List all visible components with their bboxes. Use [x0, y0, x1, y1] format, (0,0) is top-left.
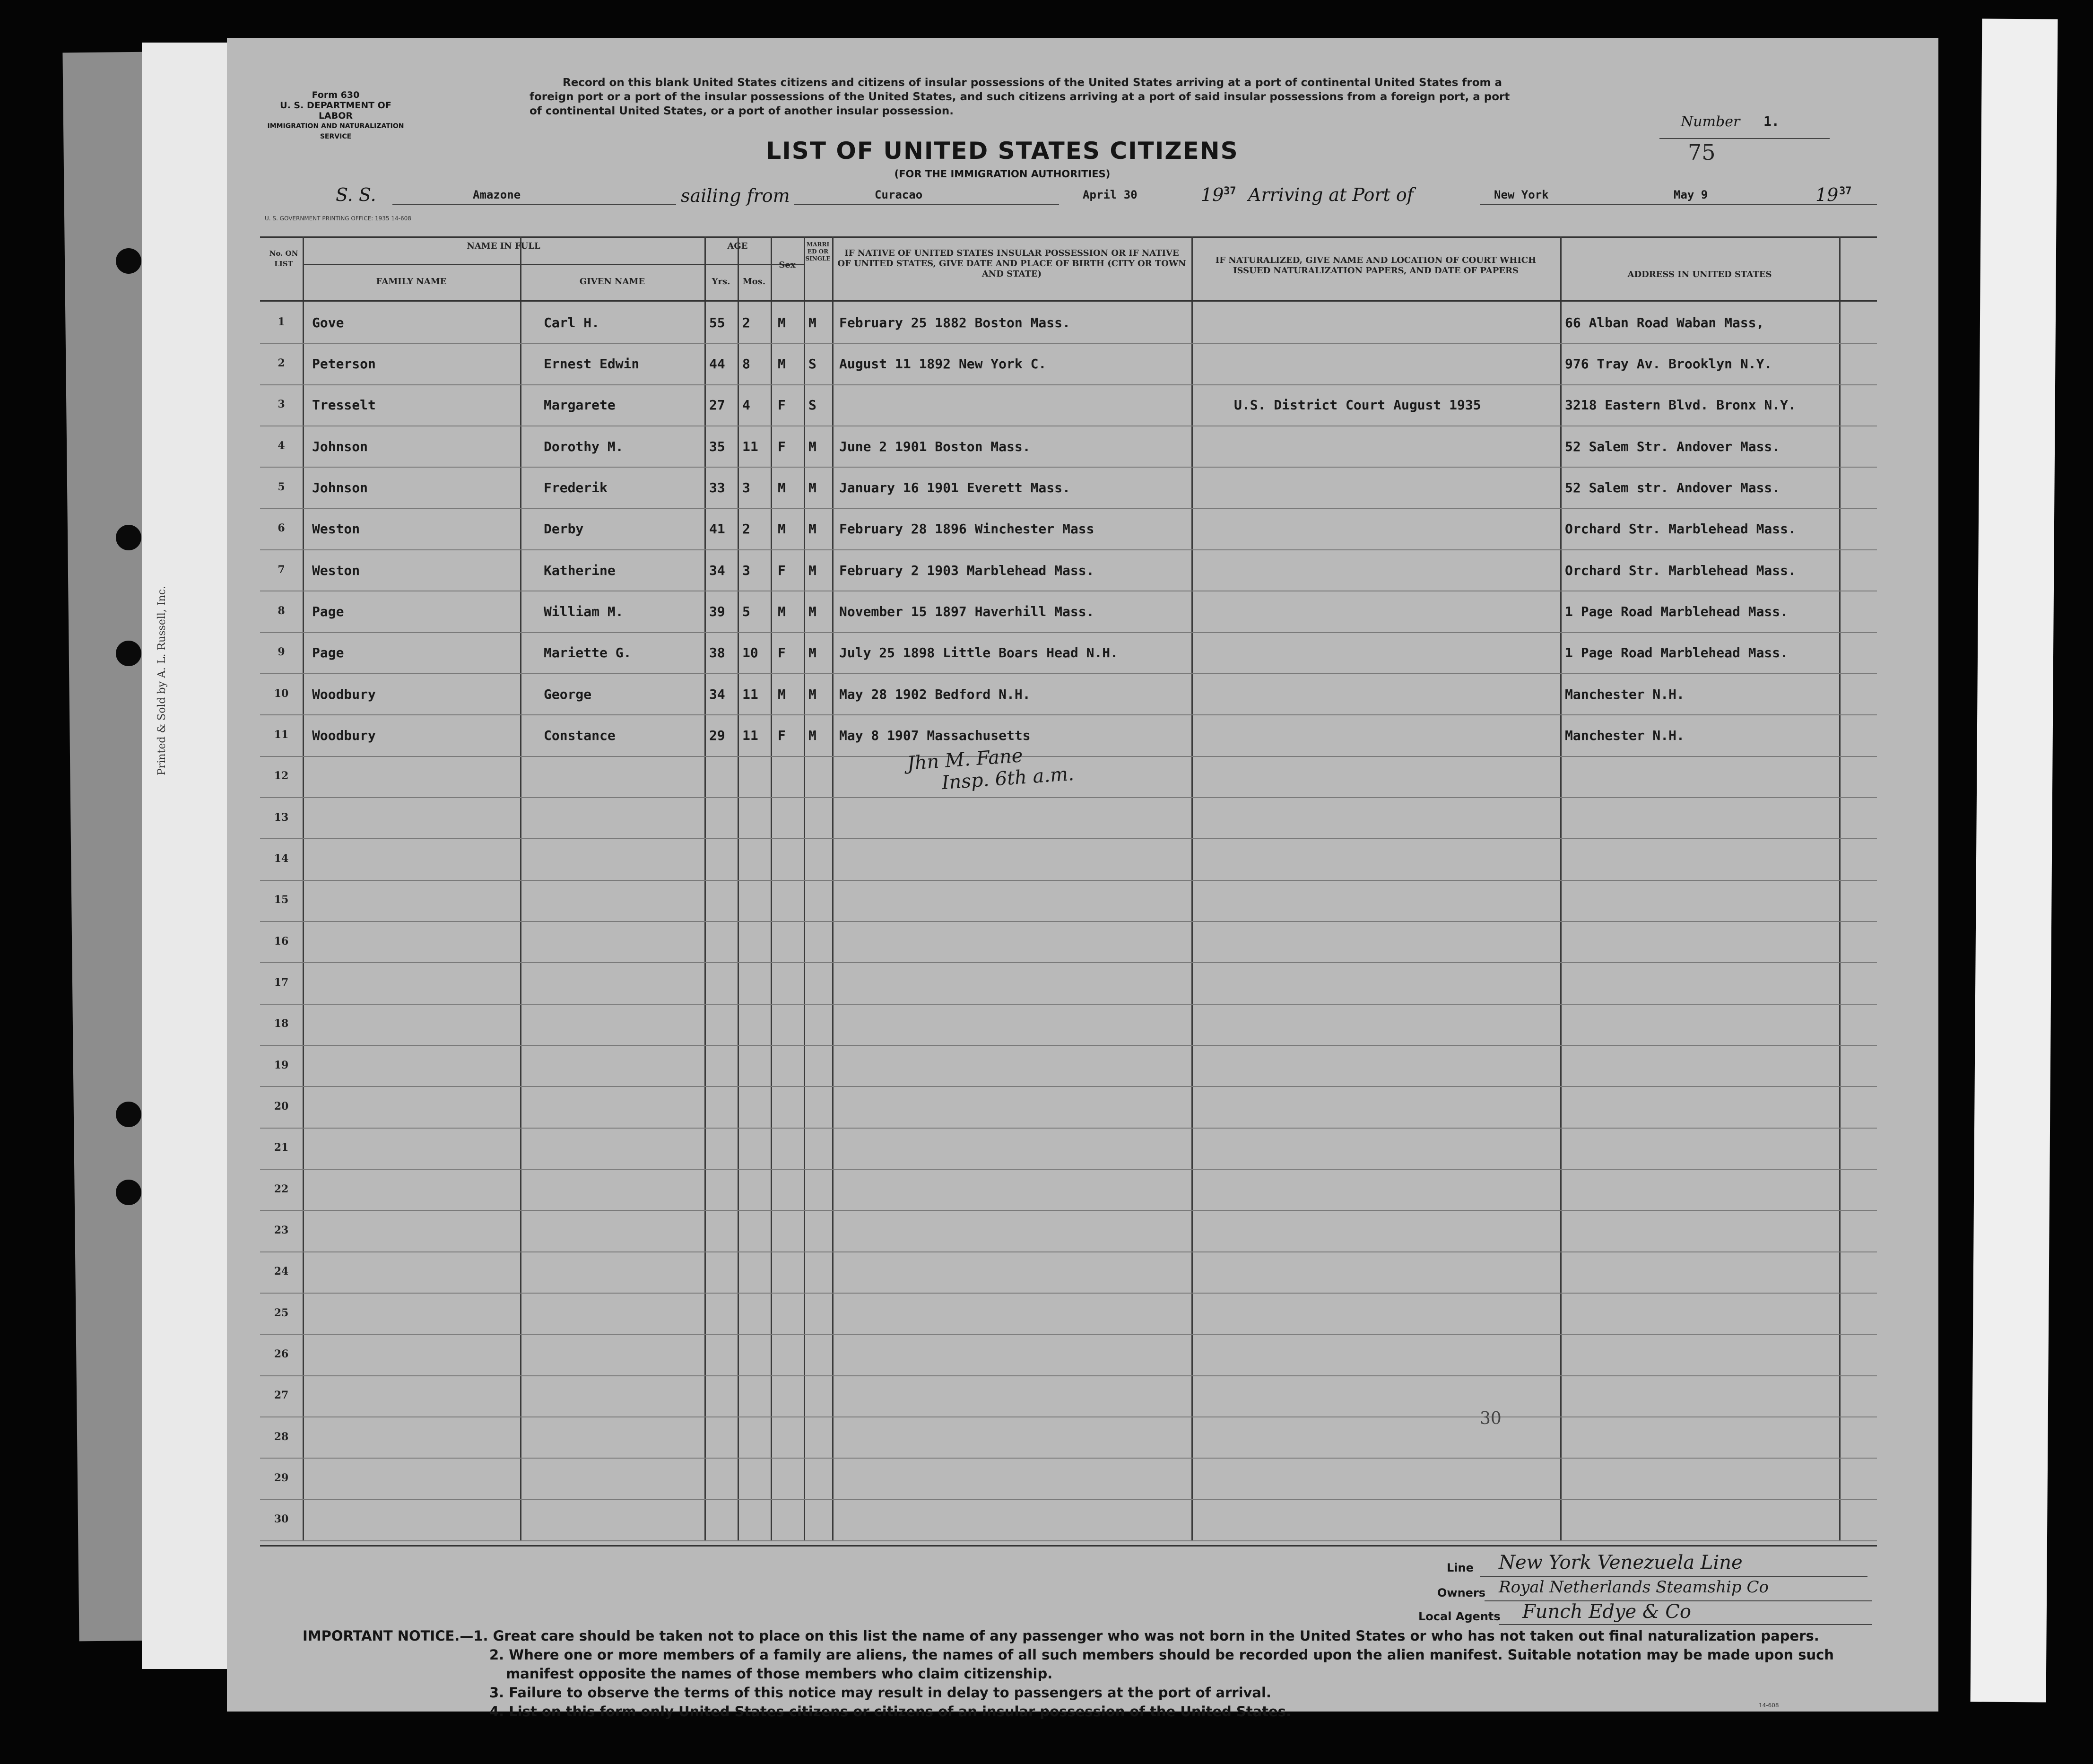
row-number: 11	[274, 729, 289, 741]
row-number: 6	[278, 522, 285, 535]
row-address: Manchester N.H.	[1565, 686, 1685, 702]
row-ms: M	[808, 645, 816, 661]
row-number: 12	[274, 770, 289, 782]
row-rule	[260, 962, 1877, 963]
instruction-line: of continental United States, or a port of another insular possession.	[530, 105, 954, 117]
row-address: 1 Page Road Marblehead Mass.	[1565, 645, 1789, 661]
sailing-label: sailing from	[681, 185, 790, 206]
notice-item-3: 3. Failure to observe the terms of this notice may result in delay to passengers at the port of arrival.	[489, 1685, 1271, 1701]
row-birth: May 8 1907 Massachusetts	[839, 728, 1031, 743]
row-ms: S	[808, 397, 816, 413]
row-mos: 4	[742, 397, 750, 413]
row-yrs: 44	[709, 356, 725, 372]
row-address: 66 Alban Road Waban Mass,	[1565, 314, 1764, 330]
row-number: 9	[278, 646, 285, 659]
row-birth: August 11 1892 New York C.	[839, 356, 1047, 372]
row-mos: 3	[742, 480, 750, 495]
row-number: 18	[274, 1017, 289, 1030]
binder-hole	[116, 525, 141, 550]
row-yrs: 33	[709, 480, 725, 495]
row-number: 1	[278, 315, 285, 328]
col-given-name: GIVEN NAME	[579, 277, 645, 287]
notice-item-4: 4. List on this form only United States citizens or citizens of an insular possession of the United States.	[489, 1703, 1291, 1720]
printer-credit: Printed & Sold by A. L. Russell, Inc.	[156, 585, 168, 775]
row-rule	[260, 714, 1877, 715]
row-given: Dorothy M.	[544, 438, 624, 454]
col-mos: Mos.	[742, 277, 766, 287]
binder-hole	[116, 1180, 141, 1205]
col-address: ADDRESS IN UNITED STATES	[1627, 269, 1772, 279]
row-number: 7	[278, 563, 285, 576]
number-underline	[1659, 138, 1830, 139]
col-yrs: Yrs.	[712, 277, 730, 287]
binder-hole	[116, 1102, 141, 1127]
agents-value: Funch Edye & Co	[1522, 1601, 1691, 1623]
col-name-in-full: NAME IN FULL	[467, 241, 540, 251]
row-address: 3218 Eastern Blvd. Bronx N.Y.	[1565, 397, 1796, 413]
row-rule	[260, 1210, 1877, 1211]
row-sex: M	[778, 480, 786, 495]
row-yrs: 41	[709, 521, 725, 537]
row-sex: M	[778, 686, 786, 702]
row-rule	[260, 1086, 1877, 1087]
row-rule	[260, 1045, 1877, 1046]
binder-hole	[116, 248, 141, 274]
row-rule	[260, 880, 1877, 881]
row-number: 3	[278, 398, 285, 411]
notice-item-2-cont: manifest opposite the names of those members who claim citizenship.	[506, 1666, 1053, 1682]
row-rule	[260, 673, 1877, 674]
row-number: 2	[278, 357, 285, 369]
row-ms: M	[808, 521, 816, 537]
instruction-line: foreign port or a port of the insular possessions of the United States, and such citizens arriving at a port of said insular possessions from a foreign port, a port	[530, 91, 1510, 103]
row-number: 23	[274, 1224, 289, 1236]
row-number: 14	[274, 852, 289, 865]
header-subdivider	[303, 264, 804, 265]
row-number: 26	[274, 1348, 289, 1360]
row-rule	[260, 1375, 1877, 1376]
row-rule	[260, 632, 1877, 633]
agents-label: Local Agents	[1418, 1610, 1501, 1623]
row-rule	[260, 1499, 1877, 1500]
row-family: Woodbury	[312, 686, 376, 702]
row-number: 27	[274, 1389, 289, 1402]
header-bottom-rule	[260, 300, 1877, 302]
row-rule	[260, 921, 1877, 922]
background-sheet-right	[1971, 18, 2058, 1702]
number-value: 1.	[1763, 113, 1780, 129]
row-ms: M	[808, 604, 816, 619]
row-ms: M	[808, 562, 816, 578]
col-age: AGE	[727, 241, 748, 251]
row-rule	[260, 1251, 1877, 1252]
department: U. S. DEPARTMENT OF LABOR	[280, 100, 391, 121]
instructions	[530, 76, 1726, 118]
row-rule	[260, 467, 1877, 468]
agents-underline	[1499, 1624, 1872, 1625]
row-rule	[260, 1004, 1877, 1005]
departure-year-prefix: 19	[1201, 184, 1224, 205]
manifest-form	[227, 38, 1938, 1720]
arrival-year-prefix: 19	[1815, 184, 1839, 205]
row-given: Katherine	[544, 562, 616, 578]
owners-value: Royal Netherlands Steamship Co	[1499, 1578, 1769, 1597]
row-mos: 11	[742, 686, 758, 702]
row-number: 20	[274, 1100, 289, 1112]
row-yrs: 35	[709, 438, 725, 454]
row-number: 8	[278, 605, 285, 617]
row-family: Woodbury	[312, 728, 376, 743]
row-address: 52 Salem Str. Andover Mass.	[1565, 438, 1780, 454]
arrival-year: 37	[1839, 185, 1852, 197]
row-birth: May 28 1902 Bedford N.H.	[839, 686, 1031, 702]
line-label: Line	[1447, 1561, 1474, 1574]
row-number: 15	[274, 894, 289, 906]
row-ms: M	[808, 686, 816, 702]
arriving-label: Arriving at Port of	[1248, 184, 1414, 205]
arrival-date: May 9	[1674, 188, 1708, 201]
row-number: 5	[278, 481, 285, 493]
row-yrs: 55	[709, 314, 725, 330]
number-label: Number	[1681, 113, 1740, 130]
row-rule	[260, 1128, 1877, 1129]
row-family: Tresselt	[312, 397, 376, 413]
row-yrs: 29	[709, 728, 725, 743]
signature-line: Insp. 6th a.m.	[941, 763, 1075, 794]
row-ms: M	[808, 438, 816, 454]
row-family: Page	[312, 645, 344, 661]
col-naturalized: IF NATURALIZED, GIVE NAME AND LOCATION OF COURT WHICH ISSUED NATURALIZATION PAPERS, AND DATE OF PAPERS	[1215, 255, 1537, 276]
row-birth: November 15 1897 Haverhill Mass.	[839, 604, 1094, 619]
row-number: 22	[274, 1182, 289, 1195]
row-birth: February 28 1896 Winchester Mass	[839, 521, 1094, 537]
row-number: 28	[274, 1430, 289, 1443]
row-family: Page	[312, 604, 344, 619]
row-rule	[260, 1334, 1877, 1335]
col-sex: Sex	[779, 260, 796, 270]
row-address: 1 Page Road Marblehead Mass.	[1565, 604, 1789, 619]
row-mos: 5	[742, 604, 750, 619]
row-family: Weston	[312, 562, 360, 578]
col-married: MARRIED OR SINGLE	[805, 241, 831, 262]
row-address: 52 Salem str. Andover Mass.	[1565, 480, 1780, 495]
from-port: Curacao	[875, 188, 923, 201]
manifest-rows	[260, 303, 1877, 1541]
arrival-port: New York	[1494, 188, 1549, 201]
row-address: 976 Tray Av. Brooklyn N.Y.	[1565, 356, 1772, 372]
page-number: 75	[1688, 139, 1716, 165]
row-rule	[260, 1458, 1877, 1459]
row-sex: F	[778, 562, 786, 578]
row-number: 21	[274, 1141, 289, 1154]
ship-name: Amazone	[473, 188, 521, 201]
row-sex: M	[778, 314, 786, 330]
row-number: 10	[274, 687, 289, 700]
row-rule	[260, 384, 1877, 385]
col-no: No. ON LIST	[269, 249, 298, 268]
form-number: Form 630	[312, 90, 360, 100]
row-family: Weston	[312, 521, 360, 537]
row-sex: F	[778, 397, 786, 413]
row-number: 17	[274, 976, 289, 989]
row-given: Constance	[544, 728, 616, 743]
row-birth: January 16 1901 Everett Mass.	[839, 480, 1070, 495]
row-sex: M	[778, 356, 786, 372]
ss-label: S. S.	[336, 184, 376, 205]
row-number: 30	[274, 1513, 289, 1526]
row-family: Johnson	[312, 438, 368, 454]
page-subtitle: (FOR THE IMMIGRATION AUTHORITIES)	[894, 168, 1111, 180]
notice-item-1: —1. Great care should be taken not to place on this list the name of any passenger who was not born in the United States or who has not taken out final naturalization papers.	[460, 1628, 1819, 1644]
binder-hole	[116, 641, 141, 666]
row-number: 4	[278, 439, 285, 452]
row-sex: F	[778, 728, 786, 743]
row-sex: F	[778, 645, 786, 661]
row-rule	[260, 838, 1877, 839]
row-birth: June 2 1901 Boston Mass.	[839, 438, 1031, 454]
row-number: 29	[274, 1472, 289, 1484]
row-mos: 2	[742, 314, 750, 330]
row-address: Orchard Str. Marblehead Mass.	[1565, 562, 1796, 578]
row-given: Frederik	[544, 480, 608, 495]
row-sex: M	[778, 521, 786, 537]
row-mos: 2	[742, 521, 750, 537]
notice-item-2: 2. Where one or more members of a family are aliens, the names of all such members should be recorded upon the alien manifest. Suitable notation may be made upon such	[489, 1647, 1834, 1663]
departure-year: 37	[1224, 185, 1236, 197]
row-number: 24	[274, 1265, 289, 1278]
row-number: 25	[274, 1306, 289, 1319]
row-nat: U.S. District Court August 1935	[1234, 397, 1481, 413]
row-rule	[260, 1293, 1877, 1294]
row-given: George	[544, 686, 592, 702]
row-rule	[260, 343, 1877, 344]
row-mos: 11	[742, 438, 758, 454]
stamp-number: 30	[1480, 1409, 1502, 1428]
printer-note: U. S. GOVERNMENT PRINTING OFFICE: 1935 14-608	[265, 215, 411, 222]
line-underline	[1480, 1576, 1867, 1577]
row-sex: M	[778, 604, 786, 619]
row-rule	[260, 508, 1877, 509]
notice-line	[303, 1626, 1834, 1645]
row-ms: M	[808, 480, 816, 495]
row-given: William M.	[544, 604, 624, 619]
important-notice	[303, 1626, 1834, 1721]
row-address: Manchester N.H.	[1565, 728, 1685, 743]
row-number: 16	[274, 935, 289, 947]
row-rule	[260, 549, 1877, 550]
row-ms: S	[808, 356, 816, 372]
row-address: Orchard Str. Marblehead Mass.	[1565, 521, 1796, 537]
row-yrs: 38	[709, 645, 725, 661]
row-birth: July 25 1898 Little Boars Head N.H.	[839, 645, 1119, 661]
row-number: 13	[274, 811, 289, 824]
instruction-line: Record on this blank United States citizens and citizens of insular possessions of the United States arriving at a port of continental United States from a	[563, 77, 1502, 89]
row-birth: February 2 1903 Marblehead Mass.	[839, 562, 1094, 578]
row-rule	[260, 1540, 1877, 1541]
signature-line: Jhn M. Fane	[906, 745, 1024, 775]
service: IMMIGRATION AND NATURALIZATION SERVICE	[267, 122, 404, 140]
row-family: Peterson	[312, 356, 376, 372]
row-rule	[260, 1416, 1877, 1417]
col-birth: IF NATIVE OF UNITED STATES INSULAR POSSESSION OR IF NATIVE OF UNITED STATES, GIVE DATE AND PLACE OF BIRTH (CITY OR TOWN AND STATE)	[837, 248, 1186, 279]
row-family: Johnson	[312, 480, 368, 495]
row-given: Ernest Edwin	[544, 356, 640, 372]
row-ms: M	[808, 728, 816, 743]
row-rule	[260, 1169, 1877, 1170]
page-title: LIST OF UNITED STATES CITIZENS	[766, 137, 1239, 165]
row-birth: February 25 1882 Boston Mass.	[839, 314, 1070, 330]
row-family: Gove	[312, 314, 344, 330]
row-mos: 11	[742, 728, 758, 743]
col-family-name: FAMILY NAME	[376, 277, 447, 287]
line-value: New York Venezuela Line	[1499, 1552, 1743, 1573]
row-yrs: 34	[709, 686, 725, 702]
row-given: Mariette G.	[544, 645, 632, 661]
row-ms: M	[808, 314, 816, 330]
row-yrs: 39	[709, 604, 725, 619]
ship-underline	[392, 204, 676, 205]
departure-date: April 30	[1083, 188, 1138, 201]
row-given: Margarete	[544, 397, 616, 413]
from-underline	[794, 204, 1059, 205]
row-mos: 10	[742, 645, 758, 661]
row-yrs: 34	[709, 562, 725, 578]
form-id-block	[265, 90, 407, 142]
row-given: Derby	[544, 521, 584, 537]
row-mos: 3	[742, 562, 750, 578]
row-sex: F	[778, 438, 786, 454]
row-yrs: 27	[709, 397, 725, 413]
row-given: Carl H.	[544, 314, 600, 330]
form-code: 14-608	[1759, 1702, 1779, 1709]
row-number: 19	[274, 1059, 289, 1071]
row-rule	[260, 797, 1877, 798]
notice-label: IMPORTANT NOTICE.	[303, 1628, 460, 1644]
row-mos: 8	[742, 356, 750, 372]
owners-label: Owners	[1437, 1586, 1486, 1599]
